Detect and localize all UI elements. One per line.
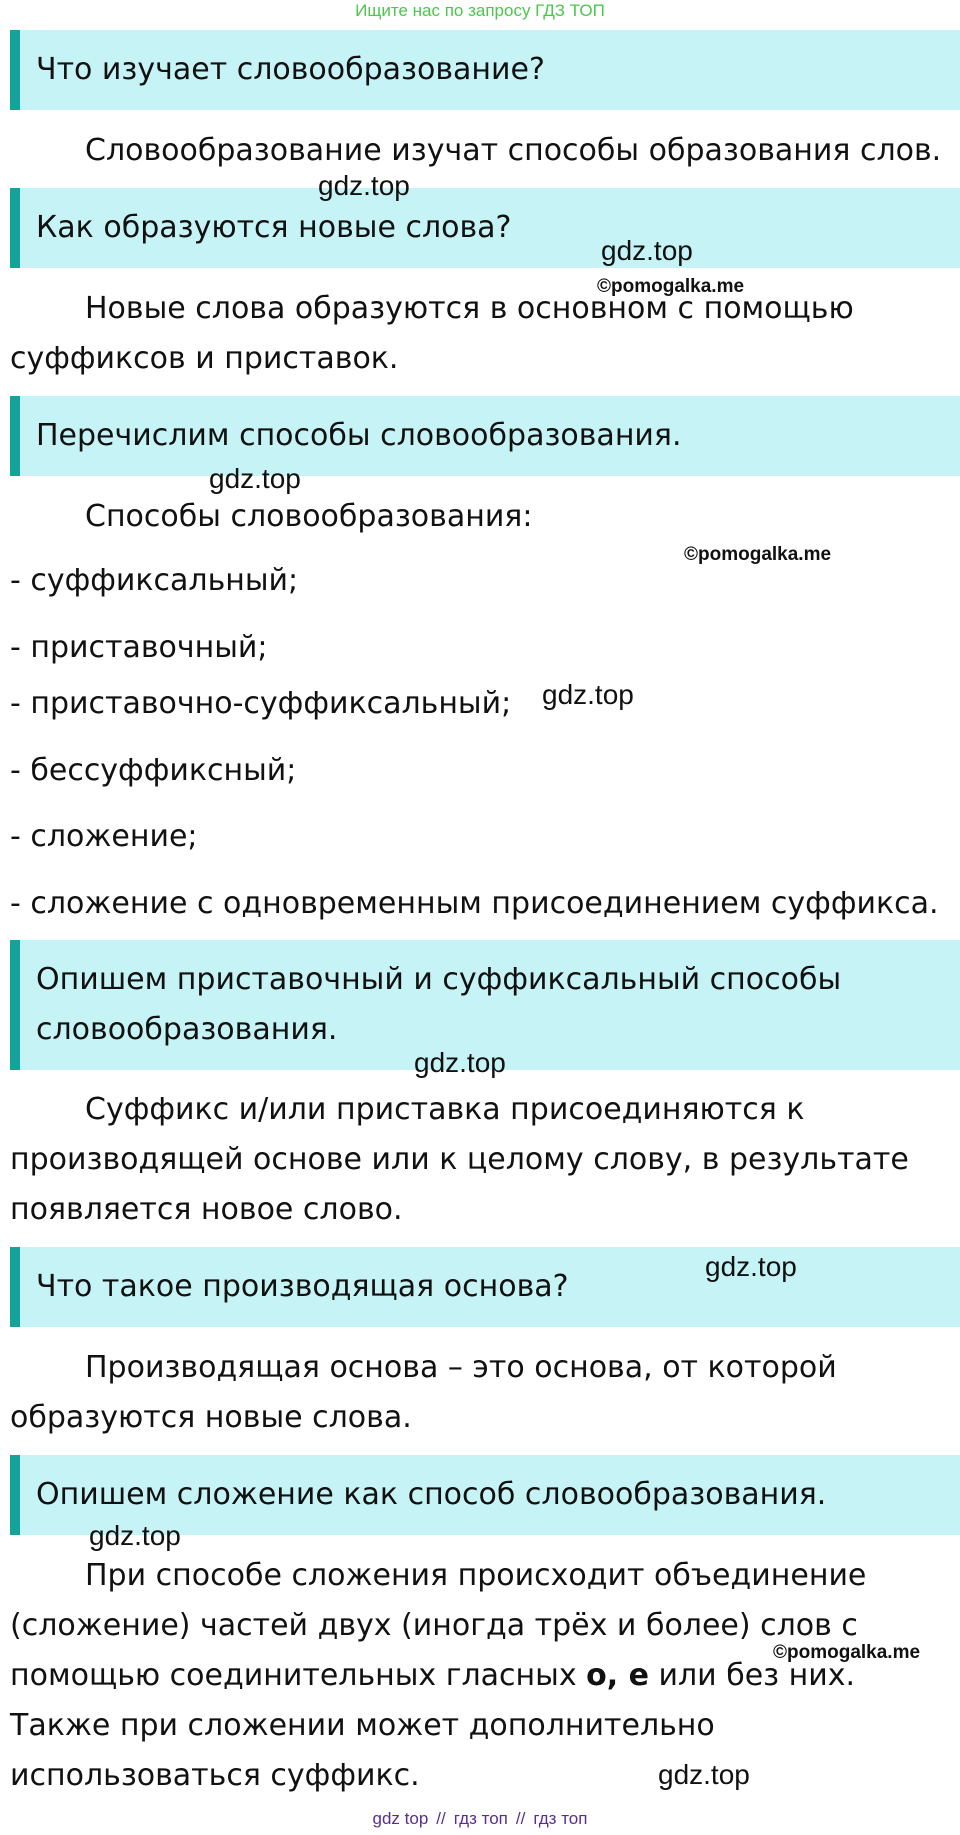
- top-banner: Ищите нас по запросу ГДЗ ТОП: [355, 1, 605, 20]
- question-2: [10, 188, 960, 268]
- answer-6-part2: или без них. Также при сложении может дополнительно использоваться суффикс.: [10, 1658, 856, 1793]
- question-4-text: Опишем приставочный и суффиксальный способы словообразования.: [36, 962, 842, 1047]
- list-item: - сложение;: [10, 819, 198, 854]
- question-2-text: Как образуются новые слова?: [36, 210, 512, 245]
- answer-6: [10, 1551, 955, 1801]
- watermark-gdz: gdz.top: [209, 463, 301, 494]
- watermark-gdz: gdz.top: [658, 1759, 750, 1790]
- list-item: - суффиксальный;: [10, 563, 299, 598]
- answer-1: Словообразование изучат способы образования слов.: [85, 133, 942, 168]
- question-3: [10, 396, 960, 476]
- footer-separator: //: [515, 1809, 526, 1828]
- answer-2: Новые слова образуются в основном с помощью суффиксов и приставок.: [10, 291, 854, 376]
- watermark-gdz: gdz.top: [89, 1520, 181, 1551]
- watermark-pomogalka: ©pomogalka.me: [684, 544, 832, 565]
- answer-3: Способы словообразования:: [85, 499, 533, 534]
- question-5: [10, 1247, 960, 1327]
- question-3-text: Перечислим способы словообразования.: [36, 418, 682, 453]
- answer-4: Суффикс и/или приставка присоединяются к производящей основе или к целому слову, в результате появляется новое слово.: [10, 1092, 909, 1227]
- footer-separator: //: [436, 1809, 446, 1828]
- answer-6-part1: При способе сложения происходит объединение (сложение) частей двух (иногда трёх и более) слов с помощью соединительных гласных: [10, 1558, 867, 1693]
- list-item: - приставочный;: [10, 630, 268, 665]
- answer-6-bold-vowels: о, е: [586, 1658, 649, 1693]
- list-item: - бессуффиксный;: [10, 753, 297, 788]
- watermark-gdz: gdz.top: [318, 170, 410, 201]
- footer-link-gdz-top-ru[interactable]: гдз топ: [453, 1809, 508, 1828]
- question-1: [10, 30, 960, 110]
- watermark-pomogalka: ©pomogalka.me: [597, 276, 745, 297]
- watermark-gdz: gdz.top: [542, 679, 634, 710]
- question-1-text: Что изучает словообразование?: [36, 52, 545, 87]
- footer-link-gdz-top-ru-2[interactable]: гдз топ: [533, 1809, 588, 1828]
- watermark-pomogalka: ©pomogalka.me: [773, 1642, 921, 1663]
- list-item: - сложение с одновременным присоединением суффикса.: [10, 886, 939, 921]
- list-item: - приставочно-суффиксальный;: [10, 686, 512, 721]
- question-6-text: Опишем сложение как способ словообразования.: [36, 1477, 827, 1512]
- footer-links: [0, 1808, 960, 1830]
- watermark-gdz: gdz.top: [414, 1047, 506, 1078]
- watermark-gdz: gdz.top: [705, 1251, 797, 1282]
- footer-link-gdz-top[interactable]: gdz top: [372, 1809, 429, 1828]
- question-5-text: Что такое производящая основа?: [36, 1269, 569, 1304]
- watermark-gdz: gdz.top: [601, 235, 693, 266]
- answer-5: Производящая основа – это основа, от которой образуются новые слова.: [10, 1350, 837, 1435]
